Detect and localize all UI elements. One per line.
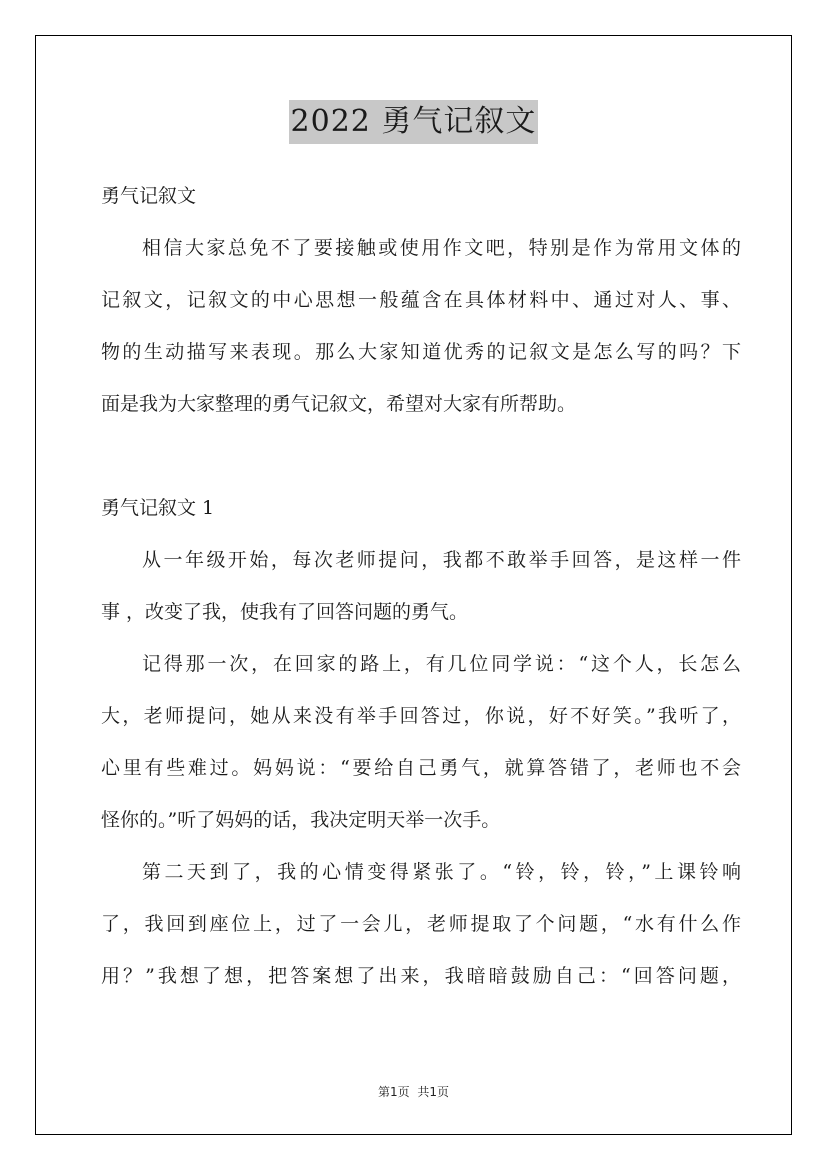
blank-line xyxy=(101,430,741,482)
text-line: 用？”我想了想，把答案想了出来，我暗暗鼓励自己：“回答问题， xyxy=(101,965,741,987)
page-number: 第1页 xyxy=(377,1085,410,1099)
text-line: 面是我为大家整理的勇气记叙文，希望对大家有所帮助。 xyxy=(101,393,577,415)
text-line: 勇气记叙文 xyxy=(101,185,197,207)
text-line: 事 ，改变了我，使我有了回答问题的勇气。 xyxy=(101,601,469,623)
text-line: 怪你的。”听了妈妈的话，我决定明天举一次手。 xyxy=(101,809,501,831)
text-line: 大，老师提问，她从来没有举手回答过，你说，好不好笑。”我听了， xyxy=(101,705,741,727)
text-line: 第二天到了，我的心情变得紧张了。“铃，铃，铃，”上课铃响 xyxy=(142,861,741,883)
text-line: 从一年级开始，每次老师提问，我都不敢举手回答，是这样一件 xyxy=(142,549,741,571)
page-total: 共1页 xyxy=(417,1085,450,1099)
text-line: 心里有些难过。妈妈说：“要给自己勇气，就算答错了，老师也不会 xyxy=(101,757,741,779)
text-line: 记得那一次，在回家的路上，有几位同学说：“这个人，长怎么 xyxy=(142,653,741,675)
text-line: 物的生动描写来表现。那么大家知道优秀的记叙文是怎么写的吗？下 xyxy=(101,341,741,363)
page-footer xyxy=(0,1083,827,1100)
document-title: 2022 勇气记叙文 xyxy=(289,100,539,144)
text-line: 记叙文，记叙文的中心思想一般蕴含在具体材料中、通过对人、事、 xyxy=(101,289,741,311)
text-line: 了，我回到座位上，过了一会儿，老师提取了个问题，“水有什么作 xyxy=(101,913,741,935)
text-line: 相信大家总免不了要接触或使用作文吧，特别是作为常用文体的 xyxy=(142,237,741,259)
title-container xyxy=(0,100,827,144)
document-body xyxy=(101,170,741,1002)
text-line: 勇气记叙文 1 xyxy=(101,497,215,519)
